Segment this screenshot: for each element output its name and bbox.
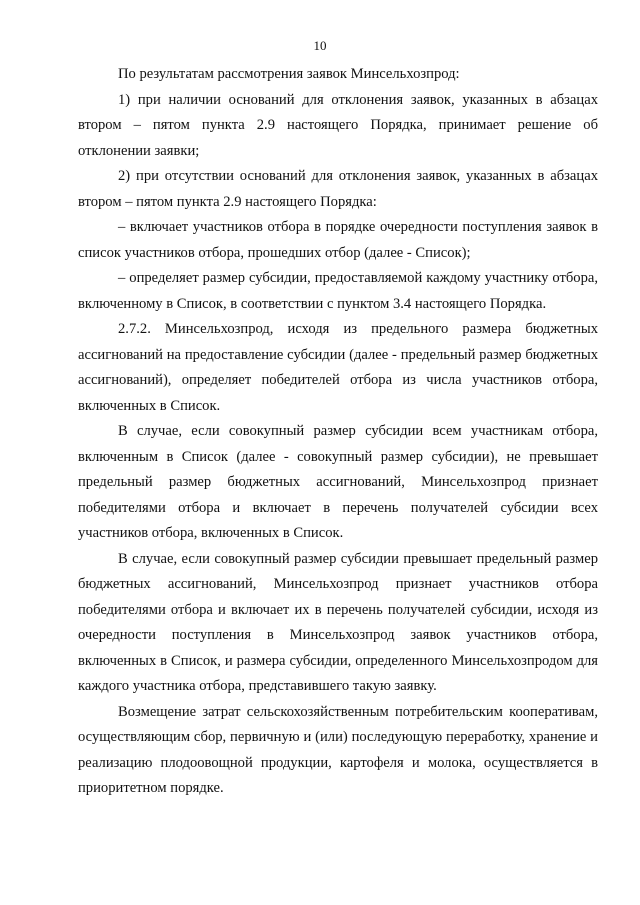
paragraph-priority: Возмещение затрат сельскохозяйственным потребительским кооперативам, осуществляющим сбор, первичную и (или) последующую переработку, хранение и реализацию плодоовощной продукции, картофеля и молока, осуществляется в приоритетном порядке. [78,703,598,796]
page-number: 10 [313,38,327,53]
document-body [78,62,598,802]
paragraph-case-exceed: В случае, если совокупный размер субсидии превышает предельный размер бюджетных ассигнований, Минсельхозпрод признает участников отбора победителями отбора и включает их в перечень получателей субсидии, исходя из очередности поступления в Минсельхозпрод заявок участников отбора, включенных в Список, и размера субсидии, определенного Минсельхозпродом для каждого участника отбора, представившего такую заявку. [78,550,598,694]
paragraph-dash-subsidy: – определяет размер субсидии, предоставляемой каждому участнику отбора, включенному в Список, в соответствии с пунктом 3.4 настоящего Порядка. [78,270,598,312]
paragraph-item-1: 1) при наличии оснований для отклонения заявок, указанных в абзацах втором – пятом пункта 2.9 настоящего Порядка, принимает решение об отклонении заявки; [78,91,598,159]
paragraph-item-2: 2) при отсутствии оснований для отклонения заявок, указанных в абзацах втором – пятом пункта 2.9 настоящего Порядка: [78,168,598,210]
paragraph-2-7-2: 2.7.2. Минсельхозпрод, исходя из предельного размера бюджетных ассигнований на предоставление субсидии (далее - предельный размер бюджетных ассигнований), определяет победителей отбора из числа участников отбора, включенных в Список. [78,321,598,414]
paragraph-case-not-exceed: В случае, если совокупный размер субсидии всем участникам отбора, включенным в Список (далее - совокупный размер субсидии), не превышает предельный размер бюджетных ассигнований, Минсельхозпрод признает победителями отбора и включает в перечень получателей субсидии всех участников отбора, включенных в Список. [78,423,598,541]
paragraph-intro: По результатам рассмотрения заявок Минсельхозпрод: [118,66,460,82]
paragraph-dash-include: – включает участников отбора в порядке очередности поступления заявок в список участников отбора, прошедших отбор (далее - Список); [78,219,598,261]
